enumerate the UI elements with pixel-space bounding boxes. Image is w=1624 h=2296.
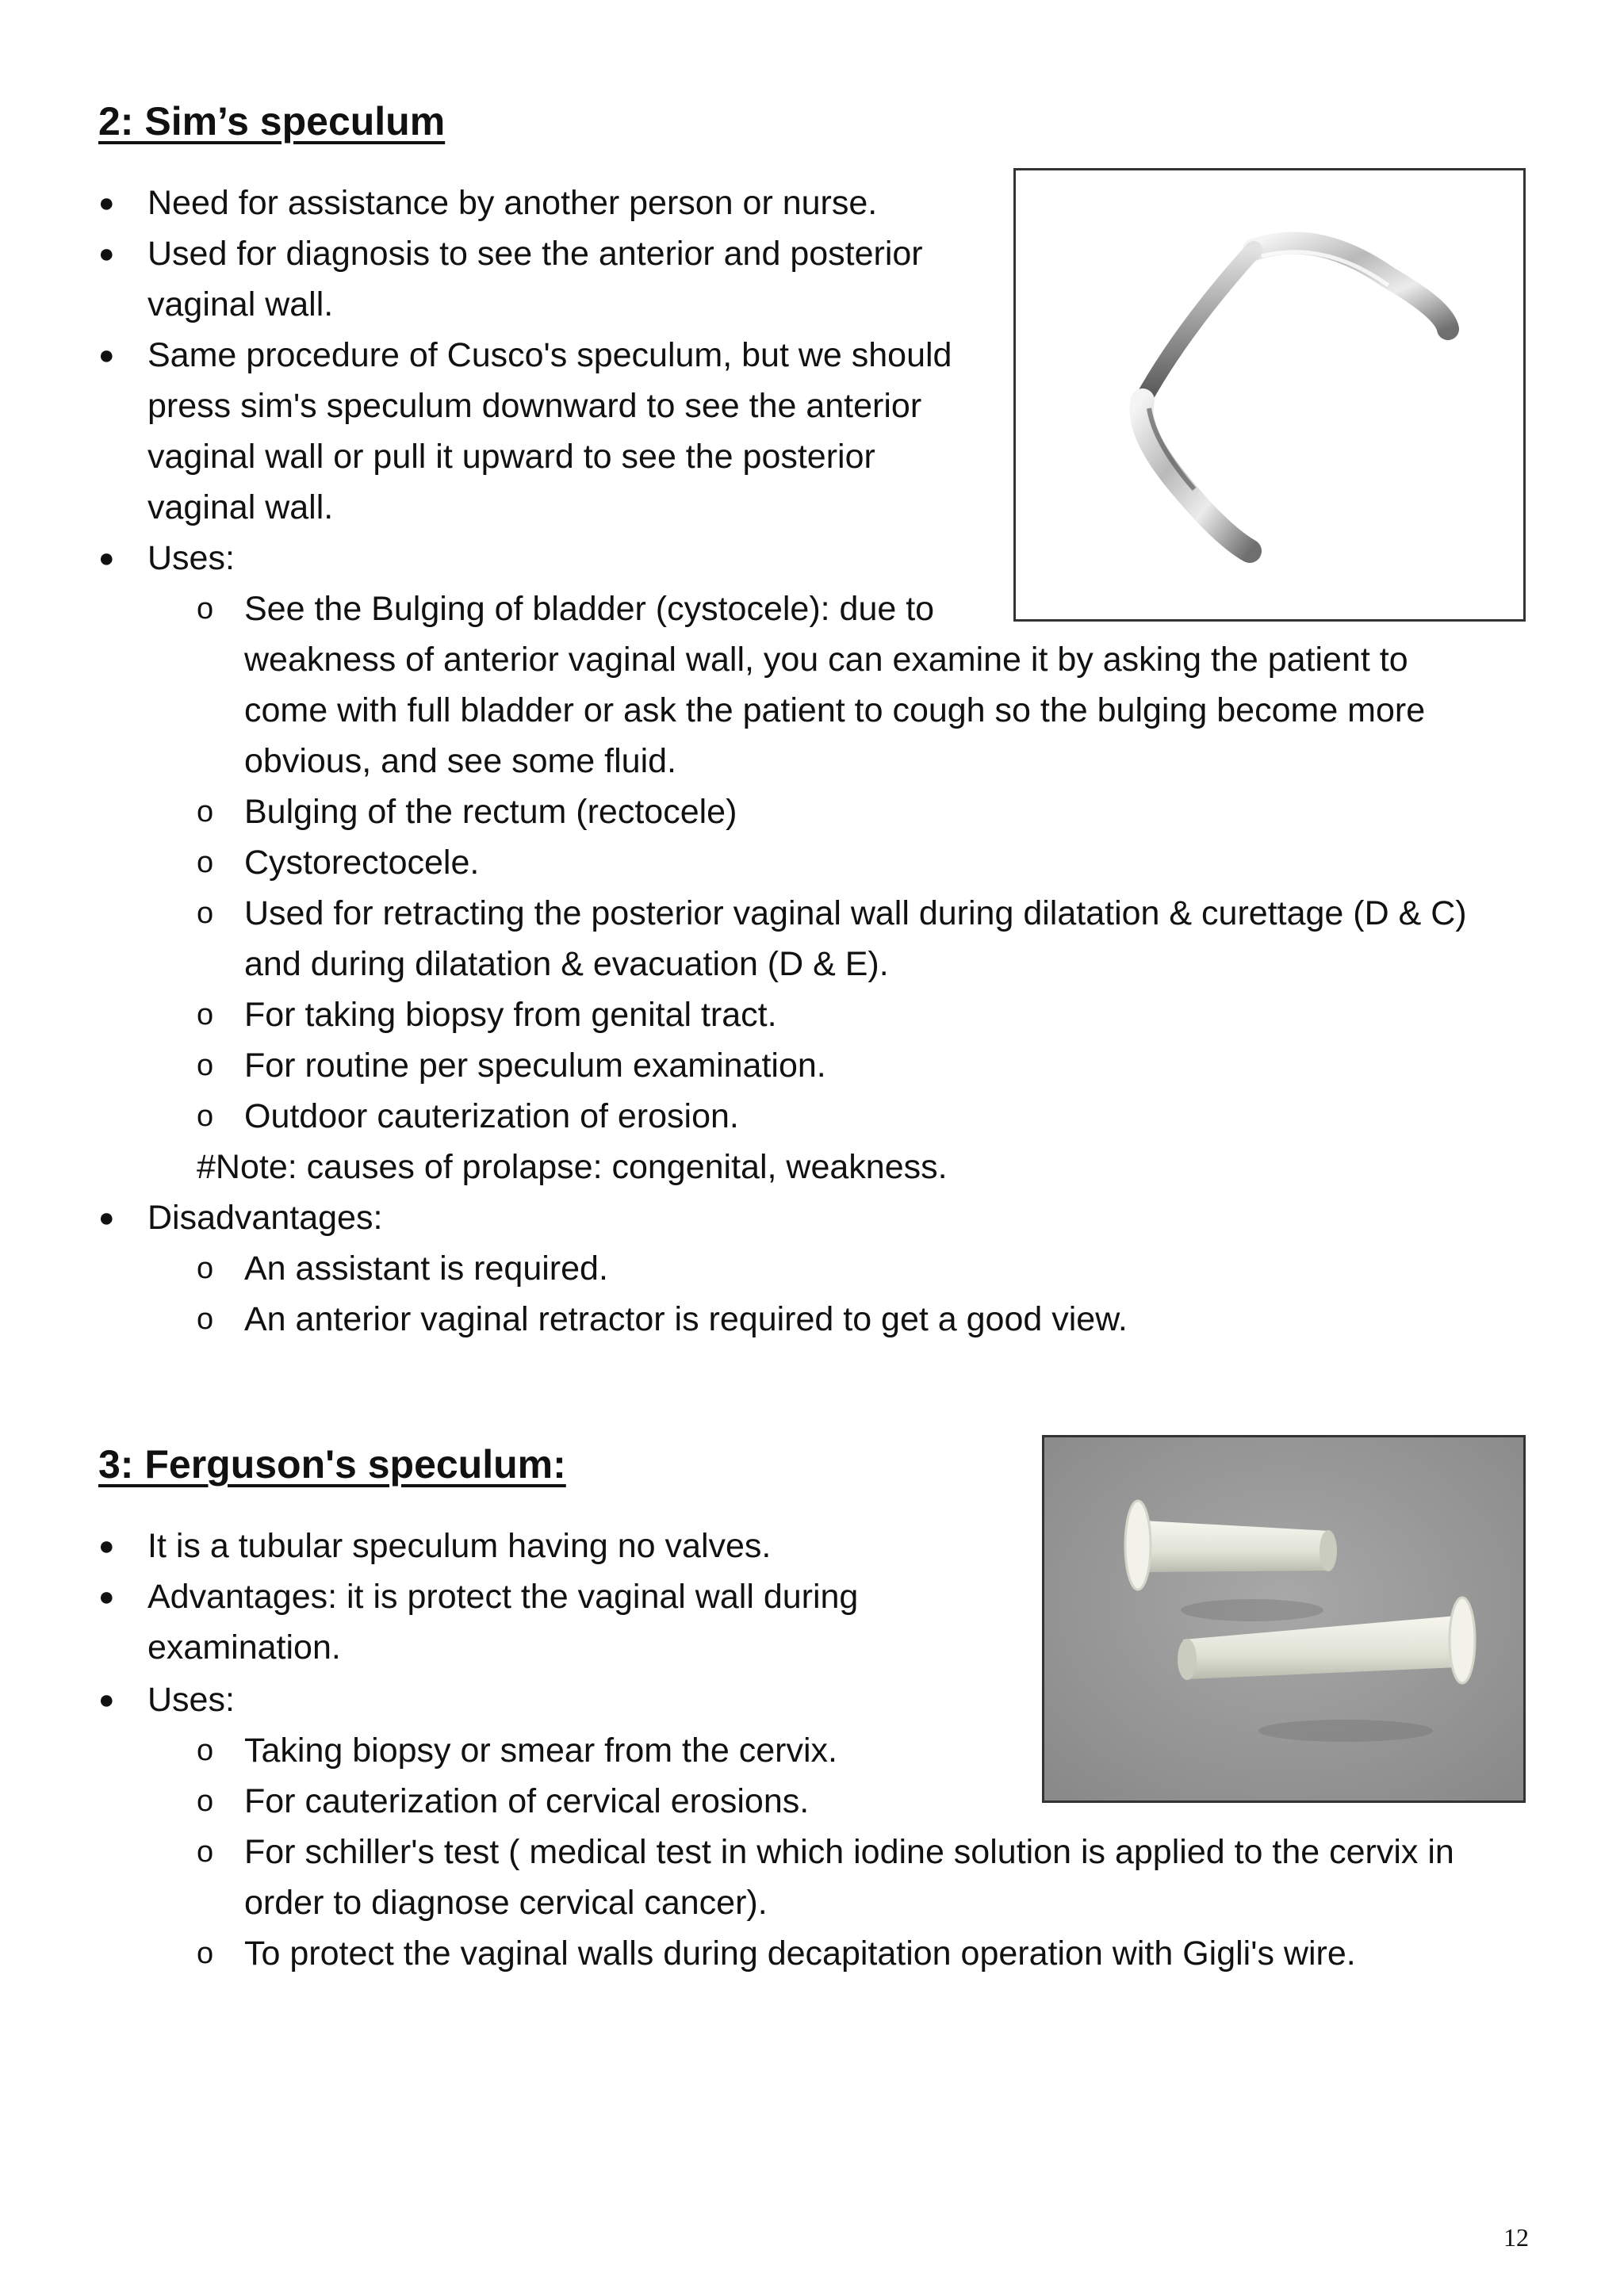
sims-use-1-line-3: come with full bladder or ask the patient to cough so the bulging become more xyxy=(244,691,1426,729)
section-heading-ferguson: 3: Ferguson's speculum: xyxy=(98,1442,566,1487)
sub-bullet-icon: o xyxy=(197,1100,214,1133)
sims-use-2: Bulging of the rectum (rectocele) xyxy=(244,793,737,831)
sims-bullet-1: Need for assistance by another person or nurse. xyxy=(147,184,878,222)
sims-use-3: Cystorectocele. xyxy=(244,844,480,882)
sims-bullet-2-line-2: vaginal wall. xyxy=(147,285,334,323)
sims-use-1-line-4: obvious, and see some fluid. xyxy=(244,742,676,780)
bullet-icon: ● xyxy=(98,340,115,370)
sims-speculum-image xyxy=(1013,168,1526,622)
ferguson-use-1: Taking biopsy or smear from the cervix. xyxy=(244,1732,837,1770)
sims-bullet-3-line-4: vaginal wall. xyxy=(147,488,334,526)
sims-bullet-3-line-3: vaginal wall or pull it upward to see the posterior xyxy=(147,438,875,476)
sims-bullet-3-line-1: Same procedure of Cusco's speculum, but we should xyxy=(147,336,952,374)
ferguson-use-3-line-2: order to diagnose cervical cancer). xyxy=(244,1884,768,1922)
ferguson-use-2: For cauterization of cervical erosions. xyxy=(244,1782,810,1820)
sims-disadvantage-1: An assistant is required. xyxy=(244,1249,608,1288)
sims-use-4-line-2: and during dilatation & evacuation (D & E). xyxy=(244,945,889,983)
sims-note: #Note: causes of prolapse: congenital, weakness. xyxy=(197,1148,948,1186)
ferguson-use-4: To protect the vaginal walls during decapitation operation with Gigli's wire. xyxy=(244,1934,1356,1973)
sub-bullet-icon: o xyxy=(197,1835,214,1869)
section-heading-sims: 2: Sim’s speculum xyxy=(98,99,446,144)
bullet-icon: ● xyxy=(98,1203,115,1233)
sims-use-1-line-2: weakness of anterior vaginal wall, you can examine it by asking the patient to xyxy=(244,641,1408,679)
sims-use-7: Outdoor cauterization of erosion. xyxy=(244,1097,739,1135)
sub-bullet-icon: o xyxy=(197,1049,214,1082)
bullet-icon: ● xyxy=(98,1531,115,1561)
ferguson-uses-label: Uses: xyxy=(147,1681,235,1719)
sub-bullet-icon: o xyxy=(197,998,214,1031)
ferguson-bullet-2-line-1: Advantages: it is protect the vaginal wall during xyxy=(147,1578,859,1616)
sub-bullet-icon: o xyxy=(197,1303,214,1336)
sims-use-1-line-1: See the Bulging of bladder (cystocele): due to xyxy=(244,590,935,628)
ferguson-bullet-1: It is a tubular speculum having no valves. xyxy=(147,1527,772,1565)
sub-bullet-icon: o xyxy=(197,846,214,879)
sub-bullet-icon: o xyxy=(197,897,214,930)
sub-bullet-icon: o xyxy=(197,1734,214,1767)
sims-use-5: For taking biopsy from genital tract. xyxy=(244,996,777,1034)
page-number: 12 xyxy=(1503,2223,1529,2252)
bullet-icon: ● xyxy=(98,239,115,269)
bullet-icon: ● xyxy=(98,188,115,218)
sims-use-6: For routine per speculum examination. xyxy=(244,1047,826,1085)
sims-bullet-3-line-2: press sim's speculum downward to see the anterior xyxy=(147,387,922,425)
sub-bullet-icon: o xyxy=(197,1785,214,1818)
ferguson-bullet-2-line-2: examination. xyxy=(147,1628,341,1667)
sims-use-4-line-1: Used for retracting the posterior vaginal wall during dilatation & curettage (D & C) xyxy=(244,894,1467,932)
sims-disadvantage-2: An anterior vaginal retractor is required to get a good view. xyxy=(244,1300,1128,1338)
sims-speculum-illustration xyxy=(1016,170,1523,619)
sims-uses-label: Uses: xyxy=(147,539,235,577)
ferguson-speculum-illustration xyxy=(1044,1437,1523,1800)
sub-bullet-icon: o xyxy=(197,1937,214,1970)
sims-disadvantages-label: Disadvantages: xyxy=(147,1199,383,1237)
sims-bullet-2-line-1: Used for diagnosis to see the anterior and posterior xyxy=(147,235,923,273)
ferguson-speculum-image xyxy=(1042,1435,1526,1803)
sub-bullet-icon: o xyxy=(197,1252,214,1285)
bullet-icon: ● xyxy=(98,1582,115,1612)
sub-bullet-icon: o xyxy=(197,795,214,828)
ferguson-use-3-line-1: For schiller's test ( medical test in which iodine solution is applied to the cervix in xyxy=(244,1833,1454,1871)
sub-bullet-icon: o xyxy=(197,592,214,626)
bullet-icon: ● xyxy=(98,543,115,573)
bullet-icon: ● xyxy=(98,1685,115,1715)
